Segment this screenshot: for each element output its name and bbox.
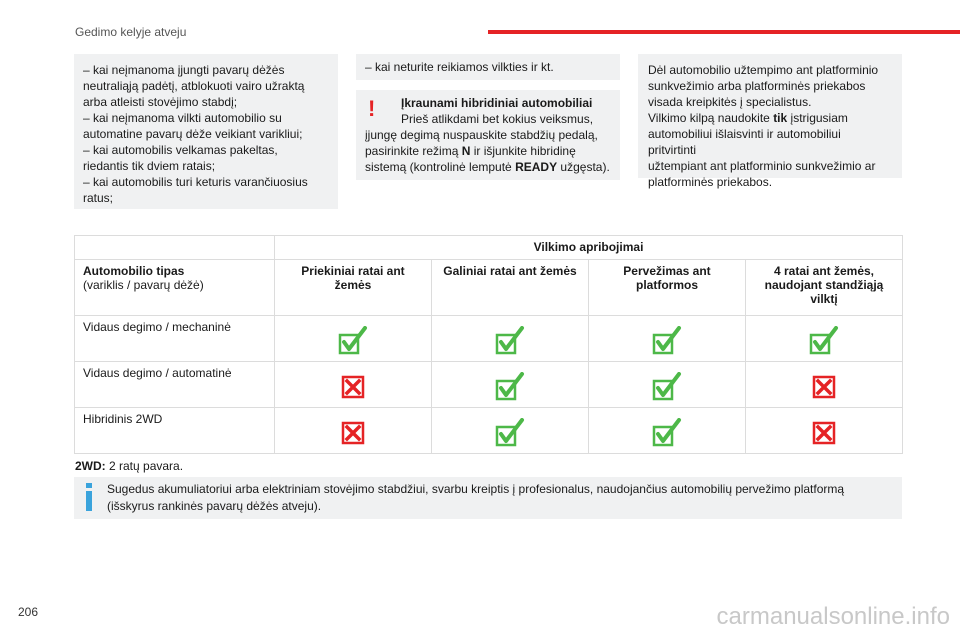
table-row-label: Hibridinis 2WD — [75, 408, 275, 454]
table-cell — [589, 362, 746, 408]
table-cell — [275, 362, 432, 408]
hybrid-warning-line: sistemą (kontrolinė lemputė READY užgęsta). — [365, 160, 610, 174]
table-row — [75, 362, 903, 408]
table-header-rear-wheels: Galiniai ratai ant žemės — [432, 260, 589, 316]
check-icon — [495, 418, 525, 448]
conditions-line: arba atleisti stovėjimo stabdį; — [83, 95, 238, 109]
table-cell — [432, 362, 589, 408]
table-cell — [275, 316, 432, 362]
page-number: 206 — [18, 605, 39, 619]
check-icon — [652, 372, 682, 402]
check-icon — [495, 372, 525, 402]
conditions-line: – kai neturite reikiamos vilkties ir kt. — [365, 60, 554, 74]
table-row — [75, 316, 903, 362]
hybrid-warning-box — [356, 90, 620, 180]
check-icon — [652, 326, 682, 356]
table-cell — [589, 316, 746, 362]
conditions-line: riedantis tik dviem ratais; — [83, 159, 216, 173]
table-cell — [746, 316, 903, 362]
advice-line: užtempiant ant platforminio sunkvežimio ar — [648, 159, 876, 173]
check-icon — [652, 418, 682, 448]
table-cell — [589, 408, 746, 454]
warning-icon: ! — [368, 96, 376, 121]
cross-icon — [809, 372, 839, 402]
table-header-tow-bar: 4 ratai ant žemės, naudojant standžiąją vilktį — [746, 260, 903, 316]
info-icon — [86, 483, 92, 511]
advice-line: Dėl automobilio užtempimo ant platforminio — [648, 63, 879, 77]
table-cell — [746, 408, 903, 454]
table-cell — [275, 408, 432, 454]
table-header-front-wheels: Priekiniai ratai ant žemės — [275, 260, 432, 316]
info-box — [74, 477, 902, 519]
hybrid-warning-line: įjungę degimą nuspauskite stabdžių pedalą, — [365, 128, 598, 142]
advice-line: Vilkimo kilpą naudokite tik įstrigusiam — [648, 111, 848, 125]
cross-icon — [809, 418, 839, 448]
table-empty-header-cell — [75, 236, 275, 260]
table-header-platform: Pervežimas ant platformos — [589, 260, 746, 316]
cross-icon — [338, 418, 368, 448]
advice-line: visada kreipkitės į specialistus. — [648, 95, 812, 109]
advice-line: automobiliui išlaisvinti ir automobiliui pritvirtinti — [648, 127, 841, 157]
running-head: Gedimo kelyje atveju — [75, 25, 187, 39]
table-cell — [432, 316, 589, 362]
conditions-line: – kai neįmanoma vilkti automobilio su — [83, 111, 282, 125]
platform-advice-box — [638, 54, 902, 189]
table-column-header-row — [75, 260, 903, 316]
check-icon — [338, 326, 368, 356]
towing-limits-table — [74, 235, 903, 454]
table-cell — [432, 408, 589, 454]
advice-line: sunkvežimio arba platforminės priekabos — [648, 79, 866, 93]
conditions-line: automatine pavarų dėže veikiant varikliui; — [83, 127, 303, 141]
info-line: Sugedus akumuliatoriui arba elektriniam stovėjimo stabdžiui, svarbu kreiptis į profesionalus, naudojančius automobilių pervežimo platformą — [107, 482, 845, 496]
table-group-header: Vilkimo apribojimai — [275, 236, 903, 260]
table-row-label: Vidaus degimo / automatinė — [75, 362, 275, 408]
conditions-line: neutraliąją padėtį, atblokuoti vairo užraktą — [83, 79, 305, 93]
conditions-line: ratus; — [83, 191, 114, 205]
info-line: (išskyrus rankinės pavarų dėžės atveju). — [107, 499, 322, 513]
hybrid-warning-line: pasirinkite režimą N ir išjunkite hibridinę — [365, 144, 576, 158]
conditions-line: – kai neįmanoma įjungti pavarų dėžės — [83, 63, 285, 77]
check-icon — [495, 326, 525, 356]
table-cell — [746, 362, 903, 408]
header-accent-bar — [488, 30, 960, 34]
table-header-vehicle-type: Automobilio tipas (variklis / pavarų dėžė) — [75, 260, 275, 316]
table-row-label: Vidaus degimo / mechaninė — [75, 316, 275, 362]
conditions-line: – kai automobilis velkamas pakeltas, — [83, 143, 278, 157]
conditions-box — [74, 54, 338, 209]
check-icon — [809, 326, 839, 356]
hybrid-warning-title: Įkraunami hibridiniai automobiliai — [401, 96, 593, 110]
table-row — [75, 408, 903, 454]
conditions-box-continued — [356, 54, 620, 80]
table-group-header-row — [75, 236, 903, 260]
hybrid-warning-line: Prieš atlikdami bet kokius veiksmus, — [401, 112, 594, 126]
watermark: carmanualsonline.info — [716, 603, 950, 630]
abbreviation-note: 2WD: 2 ratų pavara. — [75, 459, 184, 473]
conditions-line: – kai automobilis turi keturis varančiuosius — [83, 175, 308, 189]
advice-line: platforminės priekabos. — [648, 175, 773, 189]
cross-icon — [338, 372, 368, 402]
